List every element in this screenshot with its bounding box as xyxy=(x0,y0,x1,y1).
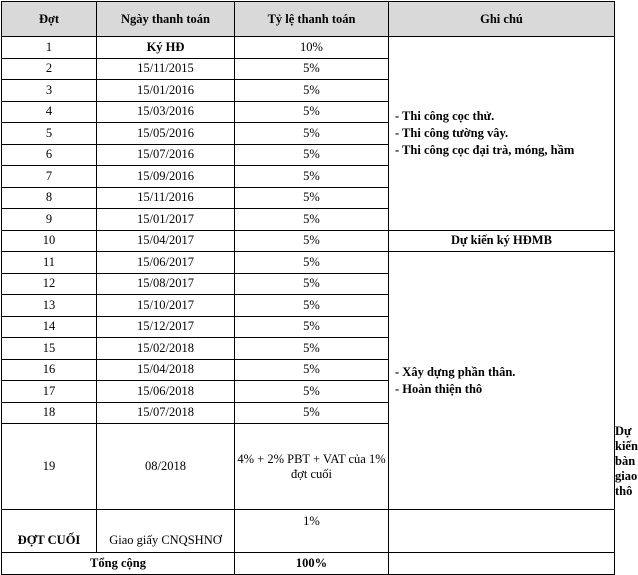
cell-dot: 4 xyxy=(2,101,97,123)
table-row xyxy=(2,252,615,274)
cell-dot: 12 xyxy=(2,273,97,295)
total-value: 100% xyxy=(235,553,389,575)
cell-dot: 16 xyxy=(2,359,97,381)
header-dot: Đợt xyxy=(2,2,97,37)
cell-tyle: 5% xyxy=(235,230,389,252)
cell-ngay: 15/01/2017 xyxy=(97,209,235,231)
table-row: 19 08/2018 4% + 2% PBT + VAT của 1% đợt cuối Dự kiến bàn giao thô xyxy=(2,424,615,510)
cell-dot: 3 xyxy=(2,80,97,102)
cell-dot: 8 xyxy=(2,187,97,209)
cell-dot: ĐỢT CUỐI xyxy=(2,510,97,553)
cell-tyle: 5% xyxy=(235,58,389,80)
cell-tyle: 5% xyxy=(235,101,389,123)
cell-ngay: 15/04/2017 xyxy=(97,230,235,252)
cell-ngay: 15/01/2016 xyxy=(97,80,235,102)
cell-tyle: 5% xyxy=(235,80,389,102)
note-construction-phase xyxy=(389,37,615,231)
cell-ngay: 15/09/2016 xyxy=(97,166,235,188)
total-note-empty xyxy=(389,553,615,575)
note-building-phase xyxy=(389,252,615,510)
cell-dot: 2 xyxy=(2,58,97,80)
cell-ngay: 15/04/2018 xyxy=(97,359,235,381)
cell-ngay: 15/10/2017 xyxy=(97,295,235,317)
header-ghi-chu: Ghi chú xyxy=(389,2,615,37)
cell-ngay: Ký HĐ xyxy=(97,37,235,59)
note-sign-contract: Dự kiến ký HĐMB xyxy=(389,230,615,252)
cell-ngay: 15/11/2015 xyxy=(97,58,235,80)
cell-dot: 1 xyxy=(2,37,97,59)
cell-tyle: 5% xyxy=(235,209,389,231)
cell-tyle: 1% xyxy=(235,510,389,553)
note-line: - Thi công cọc đại trà, móng, hầm xyxy=(395,142,575,157)
cell-tyle: 5% xyxy=(235,166,389,188)
cell-dot: 10 xyxy=(2,230,97,252)
cell-dot: 15 xyxy=(2,338,97,360)
cell-tyle: 5% xyxy=(235,402,389,424)
cell-ngay: 15/05/2016 xyxy=(97,123,235,145)
cell-dot: 9 xyxy=(2,209,97,231)
cell-tyle: 5% xyxy=(235,359,389,381)
cell-dot: 13 xyxy=(2,295,97,317)
cell-dot: 19 xyxy=(2,424,97,510)
cell-tyle: 5% xyxy=(235,252,389,274)
header-ty-le: Tỷ lệ thanh toán xyxy=(235,2,389,37)
header-ngay-thanh-toan: Ngày thanh toán xyxy=(97,2,235,37)
cell-ngay: 15/08/2017 xyxy=(97,273,235,295)
cell-tyle: 5% xyxy=(235,381,389,403)
cell-ngay: Giao giấy CNQSHNƠ xyxy=(97,510,235,553)
cell-ngay: 15/07/2016 xyxy=(97,144,235,166)
cell-tyle: 5% xyxy=(235,123,389,145)
cell-tyle: 5% xyxy=(235,187,389,209)
cell-ngay: 15/07/2018 xyxy=(97,402,235,424)
cell-dot: 14 xyxy=(2,316,97,338)
note-line: - Xây dựng phần thân. xyxy=(395,364,516,379)
cell-dot: 7 xyxy=(2,166,97,188)
total-label: Tổng cộng xyxy=(2,553,235,575)
cell-dot: 17 xyxy=(2,381,97,403)
table-row xyxy=(2,230,615,252)
cell-ngay: 15/06/2017 xyxy=(97,252,235,274)
cell-tyle: 10% xyxy=(235,37,389,59)
payment-schedule-table xyxy=(1,1,638,575)
note-line: - Thi công cọc thử. xyxy=(395,108,495,123)
note-empty xyxy=(389,510,615,553)
cell-ngay: 15/11/2016 xyxy=(97,187,235,209)
cell-dot: 11 xyxy=(2,252,97,274)
cell-tyle: 5% xyxy=(235,144,389,166)
cell-ngay: 15/12/2017 xyxy=(97,316,235,338)
cell-tyle: 5% xyxy=(235,316,389,338)
table-row xyxy=(2,510,615,553)
note-line: - Thi công tường vây. xyxy=(395,125,509,140)
cell-ngay: 08/2018 xyxy=(97,424,235,510)
cell-tyle: 5% xyxy=(235,295,389,317)
cell-ngay: 15/03/2016 xyxy=(97,101,235,123)
table-row xyxy=(2,37,615,59)
total-row xyxy=(2,553,615,575)
cell-tyle: 5% xyxy=(235,338,389,360)
cell-dot: 18 xyxy=(2,402,97,424)
header-row xyxy=(2,2,615,37)
cell-ngay: 15/06/2018 xyxy=(97,381,235,403)
note-line: - Hoàn thiện thô xyxy=(395,381,483,396)
cell-dot: 6 xyxy=(2,144,97,166)
cell-ngay: 15/02/2018 xyxy=(97,338,235,360)
cell-tyle: 4% + 2% PBT + VAT của 1% đợt cuối xyxy=(235,424,389,510)
cell-dot: 5 xyxy=(2,123,97,145)
cell-tyle: 5% xyxy=(235,273,389,295)
